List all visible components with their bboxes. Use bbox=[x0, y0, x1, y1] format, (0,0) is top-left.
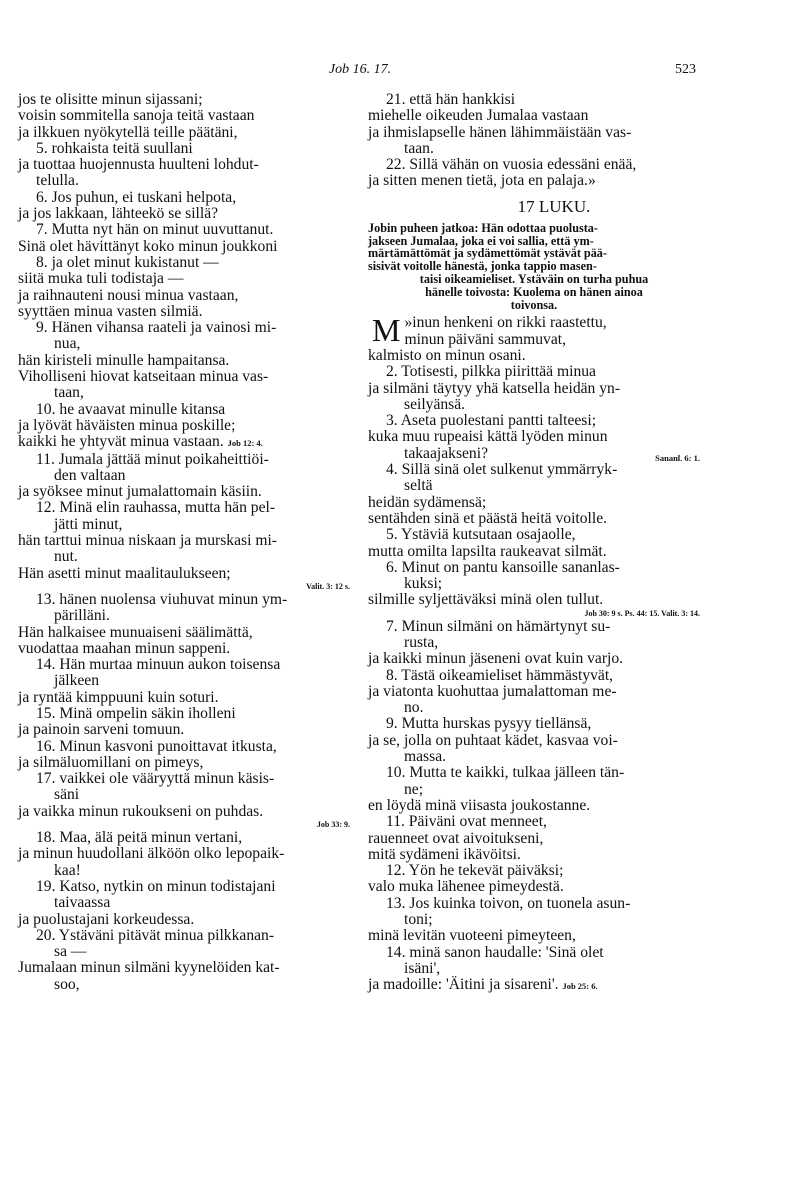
verse-text: minä levitän vuoteeni pimeyteen, bbox=[368, 927, 576, 945]
verse-text: den valtaan bbox=[54, 466, 126, 484]
verse-line bbox=[18, 190, 350, 206]
verse-text: ja puolustajani korkeudessa. bbox=[18, 910, 195, 928]
chapter-heading: 17 LUKU. bbox=[517, 196, 591, 216]
cross-reference: Job 25: 6. bbox=[562, 981, 598, 992]
verse-line bbox=[18, 484, 350, 500]
verse-line bbox=[368, 381, 700, 397]
verse-text: 14. minä sanon haudalle: 'Sinä olet bbox=[386, 943, 604, 961]
verse-line bbox=[368, 108, 700, 124]
verse-text: rusta, bbox=[404, 634, 439, 651]
summary-line: hänelle toivosta: Kuolema on hänen ainoa bbox=[425, 284, 643, 299]
verse-line bbox=[18, 239, 350, 255]
verse-line bbox=[368, 782, 700, 798]
verse-text: 12. Yön he tekevät päiväksi; bbox=[386, 862, 564, 880]
verse-text: ja ihmislapselle hänen lähimmäistään vas- bbox=[368, 123, 632, 141]
verse-line bbox=[368, 141, 700, 157]
verse-line bbox=[18, 771, 350, 787]
verse-line bbox=[368, 125, 700, 141]
verse-line bbox=[368, 928, 700, 944]
verse-line bbox=[368, 765, 700, 781]
verse-line bbox=[18, 125, 350, 141]
verse-text: silmille syljettäväksi minä olen tullut. bbox=[368, 591, 604, 609]
verse-text: nua, bbox=[54, 335, 81, 353]
verse-text: 4. Sillä sinä olet sulkenut ymmärryk- bbox=[386, 461, 618, 479]
verse-text: telulla. bbox=[36, 172, 79, 190]
verse-line bbox=[368, 700, 700, 716]
verse-line bbox=[368, 462, 700, 478]
verse-line bbox=[18, 304, 350, 320]
verse-line bbox=[368, 544, 700, 560]
verse-line bbox=[368, 527, 700, 543]
left-column bbox=[18, 92, 350, 993]
verse-line bbox=[18, 549, 350, 565]
verse-text: 22. Sillä vähän on vuosia edessäni enää, bbox=[386, 156, 637, 174]
verse-line bbox=[18, 452, 350, 468]
chapter-summary bbox=[368, 222, 700, 312]
verse-line bbox=[368, 896, 700, 912]
verse-line bbox=[368, 413, 700, 429]
verse-line bbox=[368, 961, 700, 977]
verse-text: Sinä olet hävittänyt koko minun joukkoni bbox=[18, 237, 278, 255]
verse-line bbox=[368, 847, 700, 863]
verse-text: 12. Minä elin rauhassa, mutta hän pel- bbox=[36, 499, 276, 517]
summary-line: sisivät voitolle hänestä, jonka tappio masen- bbox=[368, 259, 597, 274]
verse-text: massa. bbox=[404, 748, 447, 766]
verse-line bbox=[18, 434, 350, 451]
verse-text: valo muka lähenee pimeydestä. bbox=[368, 878, 564, 896]
verse-line bbox=[18, 141, 350, 157]
verse-line bbox=[18, 960, 350, 976]
verse-text: soo, bbox=[54, 975, 80, 993]
verse-line bbox=[18, 320, 350, 336]
verse-text: vuodattaa maahan minun sappeni. bbox=[18, 639, 231, 657]
verse-text: siitä muka tuli todistaja — bbox=[18, 270, 184, 288]
summary-line: Jobin puheen jatkoa: Hän odottaa puolusta- bbox=[368, 220, 598, 235]
verse-text: 5. rohkaista teitä suullani bbox=[36, 139, 193, 157]
verse-line bbox=[368, 173, 700, 189]
verse-text: rauenneet ovat aivoitukseni, bbox=[368, 829, 544, 847]
verse-line bbox=[18, 722, 350, 738]
verse-line bbox=[368, 945, 700, 961]
open-quote: » bbox=[404, 314, 413, 332]
verse-text: 17. vaikkei ole vääryyttä minun käsis- bbox=[36, 770, 275, 788]
verse-line bbox=[368, 495, 700, 511]
verse-line bbox=[368, 798, 700, 814]
verse-line bbox=[368, 651, 700, 667]
verse-text: taan. bbox=[404, 139, 434, 157]
verse-text: 14. Hän murtaa minuun aukon toisensa bbox=[36, 656, 281, 674]
verse-line bbox=[18, 418, 350, 434]
verse-text: ja se, jolla on puhtaat kädet, kasvaa voi- bbox=[368, 731, 618, 749]
verse-line bbox=[18, 271, 350, 287]
verse-line bbox=[368, 863, 700, 879]
verse-text: sentähden sinä et päästä heitä voitolle. bbox=[368, 509, 608, 527]
drop-cap: M bbox=[372, 312, 401, 349]
verse-text: Jumalaan minun silmäni kyynelöiden kat- bbox=[18, 959, 280, 977]
verse-line bbox=[18, 608, 350, 624]
verse-text: mutta omilta lapsilta raukeavat silmät. bbox=[368, 542, 607, 560]
verse-line bbox=[368, 364, 700, 380]
verse-line bbox=[18, 895, 350, 911]
verse-text: heidän sydämensä; bbox=[368, 493, 487, 511]
verse-text: 10. he avaavat minulle kitansa bbox=[36, 400, 226, 418]
verse-line bbox=[18, 641, 350, 657]
cross-reference-text: Job 33: 9. bbox=[316, 820, 350, 830]
verse-line bbox=[368, 332, 700, 348]
verse-text: jos te olisitte minun sijassani; bbox=[18, 91, 203, 108]
verse-line bbox=[368, 668, 700, 684]
verse-line bbox=[18, 533, 350, 549]
verse-text: 9. Hänen vihansa raateli ja vainosi mi- bbox=[36, 319, 277, 337]
verse-text: 21. että hän hankkisi bbox=[386, 91, 516, 108]
verse-line bbox=[18, 928, 350, 944]
verse-text: voisin sommitella sanoja teitä vastaan bbox=[18, 107, 255, 125]
verse-text: 8. ja olet minut kukistanut — bbox=[36, 253, 219, 271]
verse-line bbox=[368, 619, 700, 635]
cross-reference-text: Job 30: 9 s. Ps. 44: 15. Valit. 3: 14. bbox=[584, 608, 700, 618]
verse-line bbox=[18, 739, 350, 755]
verse-line bbox=[18, 288, 350, 304]
verse-text: 6. Minut on pantu kansoille sananlas- bbox=[386, 558, 620, 576]
verse-text: ja kaikki minun jäseneni ovat kuin varjo. bbox=[368, 650, 624, 668]
summary-line: jakseen Jumalaa, joka ei voi sallia, että ym- bbox=[368, 233, 594, 248]
verse-line bbox=[368, 446, 700, 462]
verse-text: jälkeen bbox=[54, 672, 100, 690]
page-number: 523 bbox=[675, 62, 696, 77]
verse-text: 11. Jumala jättää minut poikaheittiöi- bbox=[36, 450, 269, 468]
verse-text: isäni', bbox=[404, 959, 441, 977]
verse-text: hän kiristeli minulle hampaitansa. bbox=[18, 351, 230, 369]
summary-line: märtämättömät ja sydämettömät ystävät pää- bbox=[368, 246, 607, 261]
verse-line bbox=[18, 830, 350, 846]
verse-text: nut. bbox=[54, 548, 78, 566]
verse-text: syyttäen minua vasten silmiä. bbox=[18, 302, 203, 320]
verse-text: ja syöksee minut jumalattomain käsiin. bbox=[18, 483, 262, 501]
verse-line bbox=[18, 369, 350, 385]
verse-line bbox=[18, 706, 350, 722]
verse-text: ja ryntää kimppuuni kuin soturi. bbox=[18, 688, 219, 706]
verse-text: no. bbox=[404, 699, 424, 717]
verse-text: ja lyövät häväisten minua poskille; bbox=[18, 416, 236, 434]
verse-line bbox=[368, 879, 700, 895]
verse-text: 6. Jos puhun, ei tuskani helpota, bbox=[36, 188, 237, 206]
verse-text: ja silmäluomillani on pimeys, bbox=[18, 753, 204, 771]
verse-text: Hän halkaisee munuaiseni säälimättä, bbox=[18, 623, 253, 641]
verse-text: 2. Totisesti, pilkka piirittää minua bbox=[386, 363, 596, 381]
verse-line bbox=[18, 500, 350, 516]
verse-text: ja painoin sarveni tomuun. bbox=[18, 721, 185, 739]
verse-line bbox=[18, 173, 350, 189]
verse-text: 8. Tästä oikeamieliset hämmästyvät, bbox=[386, 666, 614, 684]
summary-line: taisi oikeamieliset. Ystäväin on turha puhua bbox=[419, 271, 649, 286]
verse-text: 13. Jos kuinka toivon, on tuonela asun- bbox=[386, 894, 631, 912]
verse-text: 9. Mutta hurskas pysyy tiellänsä, bbox=[386, 715, 592, 733]
verse-line bbox=[18, 912, 350, 928]
verse-line bbox=[18, 402, 350, 418]
verse-text: taivaassa bbox=[54, 894, 111, 912]
verse-text: mitä sydämeni ikävöitsi. bbox=[368, 845, 521, 863]
verse-text: ja vaikka minun rukoukseni on puhdas. bbox=[18, 802, 264, 820]
verse-line bbox=[368, 92, 700, 108]
verse-text: 10. Mutta te kaikki, tulkaa jälleen tän- bbox=[386, 764, 625, 782]
verse-line bbox=[18, 755, 350, 771]
verse-line bbox=[18, 673, 350, 689]
verse-line bbox=[18, 336, 350, 352]
right-column-verses-top bbox=[368, 92, 700, 190]
verse-line bbox=[368, 814, 700, 830]
verse-line bbox=[368, 348, 700, 364]
running-header bbox=[0, 62, 792, 82]
running-title: Job 16. 17. bbox=[328, 62, 392, 77]
verse-text: kuksi; bbox=[404, 575, 443, 593]
verse-line bbox=[18, 92, 350, 108]
verse-line bbox=[368, 635, 700, 651]
verse-line bbox=[18, 517, 350, 533]
right-column-verses bbox=[368, 348, 700, 995]
verse-text: ja ilkkuen nyökytellä teille päätäni, bbox=[18, 123, 238, 141]
verse-text: 15. Minä ompelin säkin iholleni bbox=[36, 704, 236, 722]
verse-text: Viholliseni hiovat katseitaan minua vas- bbox=[18, 368, 269, 386]
summary-line: toivonsa. bbox=[510, 297, 558, 312]
verse-text: taan, bbox=[54, 384, 84, 402]
verse-text: ja sitten menen tietä, jota en palaja.» bbox=[368, 172, 596, 190]
verse-text: 7. Minun silmäni on hämärtynyt su- bbox=[386, 617, 611, 635]
verse-line bbox=[368, 576, 700, 592]
verse-line bbox=[368, 397, 700, 413]
verse-text: 20. Ystäväni pitävät minua pilkkanan- bbox=[36, 926, 275, 944]
verse-text: takaajakseni? bbox=[404, 444, 488, 462]
verse-text: 5. Ystäviä kutsutaan osajaolle, bbox=[386, 526, 576, 544]
verse-text: kaikki he yhtyvät minua vastaan. bbox=[18, 433, 224, 451]
verse-line bbox=[368, 977, 700, 994]
verse-text: miehelle oikeuden Jumalaa vastaan bbox=[368, 107, 589, 125]
verse-line bbox=[368, 749, 700, 765]
verse-line bbox=[18, 385, 350, 401]
verse-line bbox=[368, 716, 700, 732]
verse-text: ja silmäni täytyy yhä katsella heidän yn- bbox=[368, 379, 621, 397]
verse-text: en löydä minä viisasta joukostanne. bbox=[368, 796, 591, 814]
verse-text: 19. Katso, nytkin on minun todistajani bbox=[36, 877, 276, 895]
verse-text: 18. Maa, älä peitä minun vertani, bbox=[36, 829, 243, 847]
verse-line bbox=[18, 108, 350, 124]
verse-text: jätti minut, bbox=[54, 515, 123, 533]
verse-line bbox=[368, 511, 700, 527]
verse-text: sa — bbox=[54, 943, 87, 961]
verse-line bbox=[368, 560, 700, 576]
verse-text: seltä bbox=[404, 477, 433, 495]
verse-line bbox=[368, 429, 700, 445]
verse-line bbox=[18, 879, 350, 895]
verse-line bbox=[368, 157, 700, 173]
verse-text: 11. Päiväni ovat menneet, bbox=[386, 813, 547, 831]
verse-line bbox=[18, 157, 350, 173]
verse-text: kuka muu rupeaisi kättä lyöden minun bbox=[368, 428, 608, 446]
verse-text: ne; bbox=[404, 780, 424, 798]
verse-line bbox=[18, 804, 350, 820]
verse-text: ja madoille: 'Äitini ja sisareni'. bbox=[368, 976, 559, 994]
verse-text: ja raihnauteni nousi minua vastaan, bbox=[18, 286, 239, 304]
verse-line bbox=[18, 206, 350, 222]
verse-line bbox=[368, 733, 700, 749]
verse-line bbox=[18, 863, 350, 879]
verse-line bbox=[18, 468, 350, 484]
verse-text: ja jos lakkaan, lähteekö se sillä? bbox=[18, 205, 219, 223]
verse-line bbox=[368, 831, 700, 847]
verse-text: kaa! bbox=[54, 861, 81, 879]
verse-line bbox=[18, 690, 350, 706]
verse-line bbox=[368, 478, 700, 494]
verse-line bbox=[18, 944, 350, 960]
verse-text: seilyänsä. bbox=[404, 395, 466, 413]
verse-line bbox=[18, 222, 350, 238]
verse-text: 16. Minun kasvoni punoittavat itkusta, bbox=[36, 737, 277, 755]
verse-line bbox=[18, 592, 350, 608]
verse-text: ja viatonta kuohuttaa jumalattoman me- bbox=[368, 682, 617, 700]
verse-line bbox=[18, 787, 350, 803]
first-verse bbox=[368, 312, 700, 349]
verse-line bbox=[18, 657, 350, 673]
verse-text: 3. Aseta puolestani pantti talteesi; bbox=[386, 412, 597, 430]
first-verse-line-2: minun päiväni sammuvat, bbox=[404, 330, 566, 348]
verse-line bbox=[18, 625, 350, 641]
cross-reference: Sananl. 6: 1. bbox=[655, 452, 700, 463]
first-verse-line-1: inun henkeni on rikki raastettu, bbox=[412, 314, 607, 332]
verse-line bbox=[368, 912, 700, 928]
verse-text: hän tarttui minua niskaan ja murskasi mi- bbox=[18, 532, 277, 550]
verse-text: toni; bbox=[404, 911, 433, 929]
verse-line bbox=[368, 684, 700, 700]
verse-text: Hän asetti minut maalitaulukseen; bbox=[18, 564, 231, 582]
verse-line bbox=[18, 353, 350, 369]
verse-text: säni bbox=[54, 786, 80, 804]
right-column bbox=[368, 92, 700, 995]
verse-line bbox=[18, 566, 350, 582]
verse-text: pärilläni. bbox=[54, 607, 110, 625]
verse-text: 13. hänen nuolensa viuhuvat minun ym- bbox=[36, 590, 288, 608]
cross-reference: Job 12: 4. bbox=[227, 438, 263, 449]
verse-text: kalmisto on minun osani. bbox=[368, 346, 526, 364]
verse-text: ja minun huudollani älköön olko lepopaik- bbox=[18, 845, 285, 863]
verse-line bbox=[18, 977, 350, 993]
cross-reference-text: Valit. 3: 12 s. bbox=[306, 581, 350, 591]
verse-line bbox=[368, 592, 700, 608]
verse-line bbox=[18, 846, 350, 862]
verse-line bbox=[18, 255, 350, 271]
verse-text: ja tuottaa huojennusta huulteni lohdut- bbox=[18, 156, 259, 174]
verse-text: 7. Mutta nyt hän on minut uuvuttanut. bbox=[36, 221, 274, 239]
